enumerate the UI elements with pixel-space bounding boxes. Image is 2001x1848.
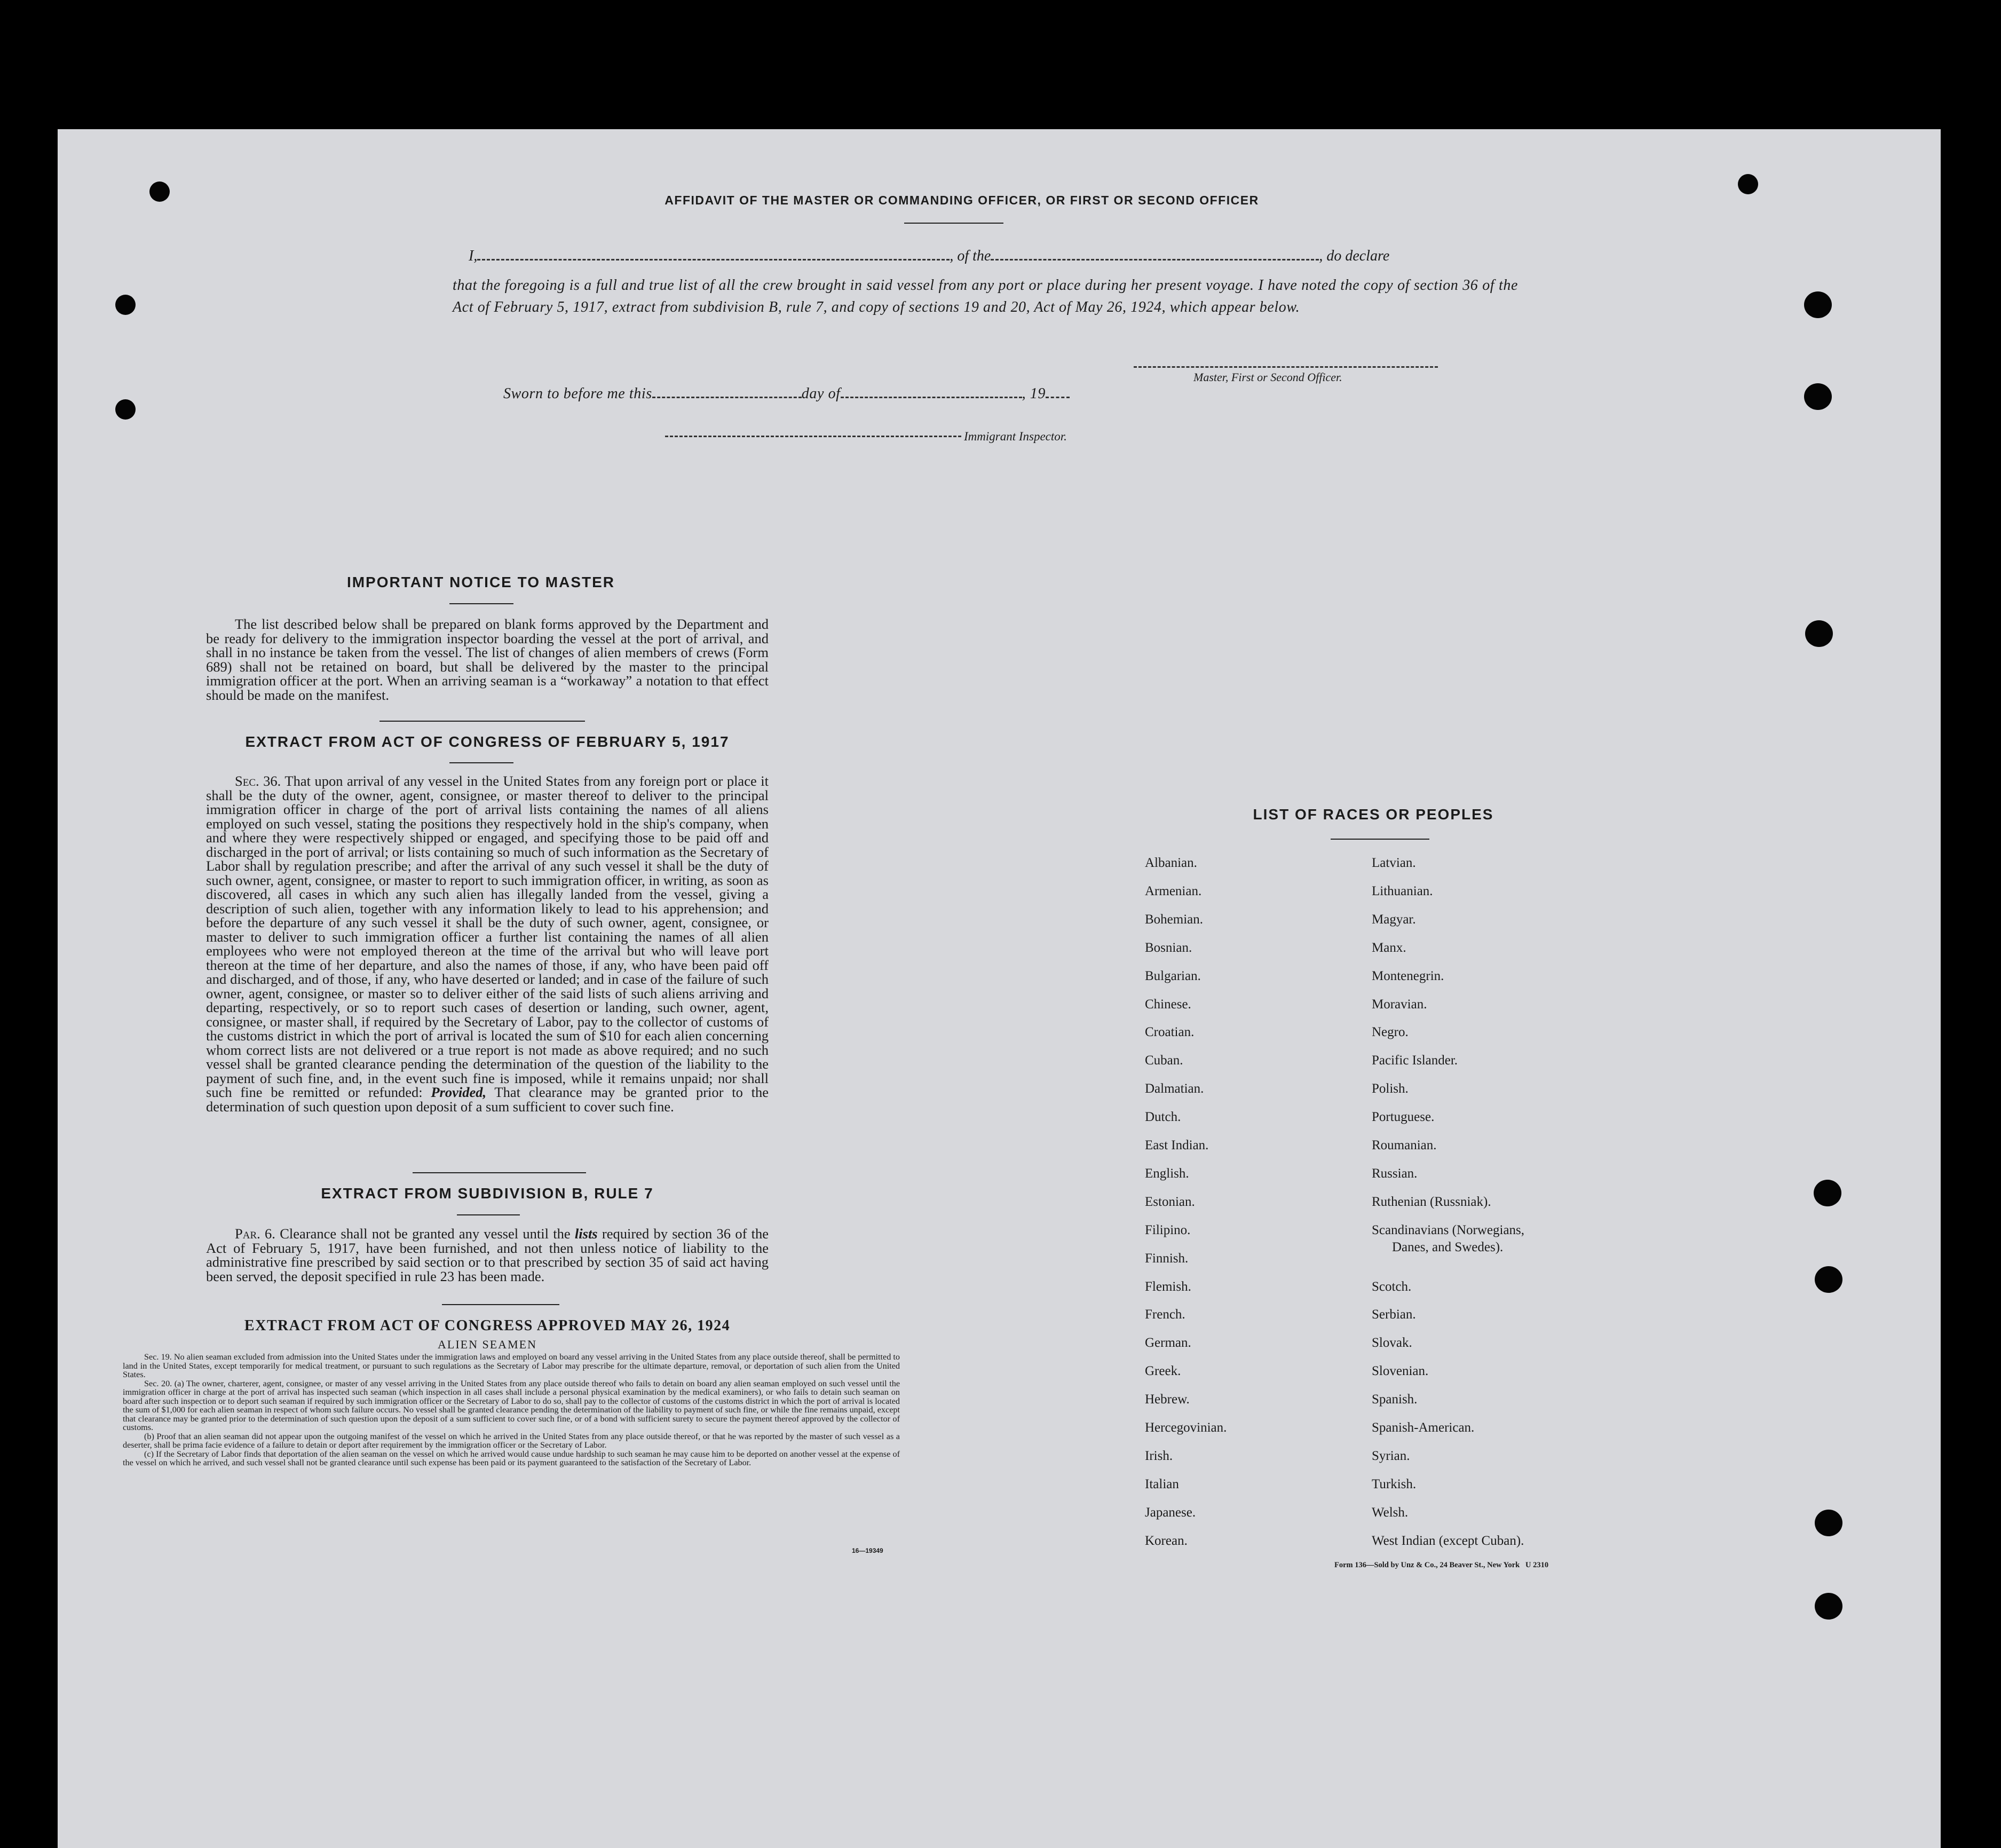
declarant-name-field[interactable] (477, 258, 950, 260)
race-item: Latvian. (1372, 856, 1416, 870)
race-item: Filipino. (1145, 1222, 1191, 1237)
race-item: Japanese. (1145, 1505, 1196, 1520)
race-item: Pacific Islander. (1372, 1053, 1458, 1068)
declarant-label: I, (469, 248, 478, 264)
race-item: Hercegovinian. (1145, 1420, 1227, 1435)
race-item: Slovenian. (1372, 1364, 1429, 1379)
form-info: Form 136—Sold by Unz & Co., 24 Beaver St., New York U 2310 (1334, 1561, 1549, 1569)
race-item: East Indian. (1145, 1138, 1209, 1152)
race-item: French. (1145, 1307, 1185, 1322)
race-item: Irish. (1145, 1448, 1173, 1463)
race-item: Montenegrin. (1372, 968, 1444, 983)
sworn-month-field[interactable] (841, 396, 1022, 398)
binding-hole (115, 399, 136, 420)
race-item: Welsh. (1372, 1505, 1409, 1520)
race-item: Flemish. (1145, 1279, 1191, 1294)
race-item: Russian. (1372, 1166, 1418, 1181)
race-item: West Indian (except Cuban). (1372, 1533, 1524, 1548)
race-item: Greek. (1145, 1364, 1181, 1379)
race-item: Turkish. (1372, 1476, 1417, 1491)
race-item: Albanian. (1145, 856, 1197, 870)
proviso-body: That clearance may be granted prior to the determination of such question upon deposit of a sum sufficient to cover such fine. (206, 1084, 769, 1115)
race-item: Finnish. (1145, 1251, 1189, 1266)
notice-text (206, 617, 769, 702)
binding-hole (1815, 1266, 1842, 1293)
proviso-label: Provided, (431, 1084, 487, 1100)
print-code: 16—19349 (852, 1547, 883, 1554)
affidavit-declaration-line (469, 248, 1520, 265)
rule7-lists: lists (574, 1226, 598, 1242)
race-item: Manx. (1372, 940, 1406, 955)
affidavit-title-rule (904, 223, 1003, 224)
race-item: Spanish. (1372, 1392, 1418, 1407)
race-item: Cuban. (1145, 1053, 1183, 1068)
sworn-label: Sworn to before me this (503, 385, 652, 402)
inspector-label: Immigrant Inspector. (964, 430, 1067, 443)
extract-1924-title: EXTRACT FROM ACT OF CONGRESS APPROVED MAY 26, 1924 (244, 1317, 731, 1334)
race-item: Moravian. (1372, 997, 1427, 1012)
extract-rule7-title-rule (457, 1214, 520, 1215)
sec-36-label: Sec. 36. (235, 773, 281, 789)
sec-36-body: That upon arrival of any vessel in the United States from any foreign port or place it shall be the duty of the owner, agent, consignee, or master thereof to deliver to the principal immigration officer in charge of the port of arrival lists containing the names of all aliens employed on such vessel, stating the positions they respectively hold in the ship's company, when and where they were respectively shipped or engaged, and specifying those to be paid off and discharged in the port of arrival; or lists containing so much of such information as the Secretary of Labor shall by regulation prescribe; and after the arrival of any such vessel it shall be the duty of such owner, agent, consignee, or master to report to such immigration officer, in writing, as soon as discovered, all cases in which any such alien has illegally landed from the vessel, giving a description of such alien, together with any information likely to lead to his apprehension; and before the departure of any such vessel it shall be the duty of such owner, agent, consignee, or master to deliver to such immigration officer a further list containing the names of all alien employees who were not employed thereon at the time of the arrival but who will leave port thereon at the time of her departure, and also the names of those, if any, who have been paid off and discharged, and of those, if any, who have deserted or landed; and in case of the failure of such owner, agent, consignee, or master so to deliver either of the said lists of such aliens arriving and departing, respectively, or so to report such cases of desertion or landing, such owner, agent, consignee, or master shall, if required by the Secretary of Labor, pay to the collector of customs of the customs district in which the port of arrival is located the sum of $10 for each alien concerning whom correct lists are not delivered or a true report is not made as above required; and no such vessel shall be granted clearance pending the determination of the question of the liability to the payment of such fine, and, in the event such fine is imposed, while it remains unpaid; nor shall such fine be remitted or refunded: (206, 773, 769, 1100)
race-item: Roumanian. (1372, 1138, 1437, 1152)
binding-hole (1815, 1593, 1842, 1620)
binding-hole (1815, 1510, 1842, 1536)
master-signature-field[interactable] (1134, 365, 1438, 368)
race-item: Dutch. (1145, 1110, 1181, 1125)
sworn-year-field[interactable] (1046, 396, 1070, 398)
race-item: Estonian. (1145, 1194, 1195, 1209)
race-item: Ruthenian (Russniak). (1372, 1194, 1491, 1209)
master-signature-label: Master, First or Second Officer. (1193, 370, 1342, 384)
race-item: Magyar. (1372, 912, 1416, 927)
race-item: English. (1145, 1166, 1189, 1181)
races-title-rule (1331, 839, 1429, 840)
race-item: Portuguese. (1372, 1110, 1435, 1125)
binding-hole (115, 295, 136, 315)
rule7-body-a: Clearance shall not be granted any vessel until the (280, 1226, 571, 1242)
race-item: Scandinavians (Norwegians, (1372, 1222, 1525, 1237)
race-item: Croatian. (1145, 1025, 1195, 1040)
binding-hole (1804, 291, 1832, 318)
vessel-name-field[interactable] (991, 258, 1319, 260)
binding-hole (1804, 383, 1832, 410)
binding-hole (1805, 620, 1833, 647)
race-item: Syrian. (1372, 1448, 1410, 1463)
sworn-line (503, 385, 1070, 402)
rule7-body-b: required by section 36 of the Act of February 5, 1917, have been furnished, and not then unless notice of liability to the administrative fine prescribed by said section or to that prescribed by section 35 of said act having been served, the deposit specified in rule 23 has been made. (206, 1226, 769, 1284)
sec-20b-text: (b) Proof that an alien seaman did not appear upon the outgoing manifest of the vessel on which he arrived in the United States from any place outside thereof, or that he was reported by the master of such vessel as a deserter, shall be prima facie evidence of a failure to detain or deport after requirement by the immigration officer or the Secretary of Labor. (123, 1431, 900, 1450)
notice-title: IMPORTANT NOTICE TO MASTER (346, 574, 615, 590)
race-item: Spanish-American. (1372, 1420, 1475, 1435)
race-item: Serbian. (1372, 1307, 1416, 1322)
race-item: Lithuanian. (1372, 883, 1433, 898)
do-declare-label: , do declare (1319, 248, 1390, 264)
of-the-label: , of the (950, 248, 991, 264)
day-of-label: day of (801, 385, 841, 402)
sworn-day-field[interactable] (652, 396, 802, 398)
extract-rule7-text (206, 1227, 769, 1283)
race-item: Armenian. (1145, 883, 1202, 898)
sec-20a-text: Sec. 20. (a) The owner, charterer, agent, consignee, or master of any vessel arriving in the United States from any place outside thereof who fails to detain on board any alien seaman employed on such vessel until the immigration officer in charge at the port of arrival has inspected such seaman (which inspection in all cases shall include a personal physical examination by the medical examiners), or who fails to detain such seaman on board after such inspection or to deport such seaman if required by such immigration officer or the Secretary of Labor to do so, shall pay to the collector of customs of the customs district in which the port of arrival is located the sum of $1,000 for each alien seaman in respect of whom such failure occurs. No vessel shall be granted clearance pending the determination of the liability to payment of such fine, or while the fine remains unpaid, except that clearance may be granted prior to the determination of such question upon the deposit of a sum sufficient to cover such fine, or of a bond with sufficient surety to secure the payment thereof approved by the collector of customs. (123, 1378, 900, 1432)
race-item: Hebrew. (1145, 1392, 1190, 1407)
binding-hole (1738, 174, 1758, 194)
race-item: Scotch. (1372, 1279, 1412, 1294)
inspector-signature-field[interactable] (665, 435, 961, 437)
extract-1917-text (206, 774, 769, 1113)
race-item: Polish. (1372, 1081, 1409, 1096)
race-item: Bosnian. (1145, 940, 1192, 955)
section-divider-2 (413, 1172, 586, 1173)
section-divider-3 (442, 1304, 559, 1305)
race-item: Slovak. (1372, 1336, 1412, 1351)
extract-rule7-title: EXTRACT FROM SUBDIVISION B, RULE 7 (321, 1185, 654, 1202)
sec-20c-text: (c) If the Secretary of Labor finds that deportation of the alien seaman on the vessel on which he arrived would cause undue hardship to such seaman he may cause him to be deported on another vessel at the expense of the vessel on which he arrived, and such vessel shall not be granted clearance until such expense has been paid or its payment guaranteed to the satisfaction of the Secretary of Labor. (123, 1449, 900, 1467)
race-item: Italian (1145, 1476, 1179, 1491)
affidavit-paragraph: that the foregoing is a full and true list of all the crew brought in said vessel from any port or place during her present voyage. I have noted the copy of section 36 of the Act of February 5, 1917, extract from subdivision B, rule 7, and copy of sections 19 and 20, Act of May 26, 1924, which appear below. (453, 277, 1518, 315)
race-item: German. (1145, 1336, 1191, 1351)
binding-hole (149, 181, 170, 202)
race-item: Korean. (1145, 1533, 1188, 1548)
par-6-label: Par. 6. (235, 1226, 275, 1242)
notice-title-rule (449, 603, 513, 604)
year-label: , 19 (1022, 385, 1046, 402)
extract-1917-title-rule (449, 762, 513, 763)
form-sheet (58, 129, 1941, 1848)
sec-19-text: Sec. 19. No alien seaman excluded from admission into the United States under the immigration laws and employed on board any vessel arriving in the United States from any place outside thereof, shall be permitted to land in the United States, except temporarily for medical treatment, or pursuant to such regulations as the Secretary of Labor may prescribe for the ultimate departure, removal, or deportation of such alien from the United States. (123, 1352, 900, 1379)
race-item: Negro. (1372, 1025, 1409, 1040)
races-title: LIST OF RACES OR PEOPLES (1253, 806, 1494, 823)
race-item: Bohemian. (1145, 912, 1204, 927)
extract-1917-title: EXTRACT FROM ACT OF CONGRESS OF FEBRUARY 5, 1917 (245, 733, 730, 750)
race-item: Chinese. (1145, 997, 1191, 1012)
extract-1924-subtitle: ALIEN SEAMEN (438, 1338, 537, 1351)
race-item: Dalmatian. (1145, 1081, 1204, 1096)
race-item: Bulgarian. (1145, 968, 1201, 983)
binding-hole (1814, 1180, 1841, 1206)
affidavit-title: AFFIDAVIT OF THE MASTER OR COMMANDING OFFICER, OR FIRST OR SECOND OFFICER (665, 193, 1259, 207)
race-item: Danes, and Swedes). (1392, 1239, 1504, 1254)
notice-body: The list described below shall be prepared on blank forms approved by the Department and be ready for delivery to the immigration inspector boarding the vessel at the port of arrival, and shall in no instance be taken from the vessel. The list of changes of alien members of crews (Form 689) shall not be retained on board, but shall be delivered by the master to the principal immigration officer at the port. When an arriving seaman is a “workaway” a notation to that effect should be made on the manifest. (206, 616, 769, 703)
section-divider-1 (379, 721, 585, 722)
extract-1924-text (123, 1353, 900, 1467)
